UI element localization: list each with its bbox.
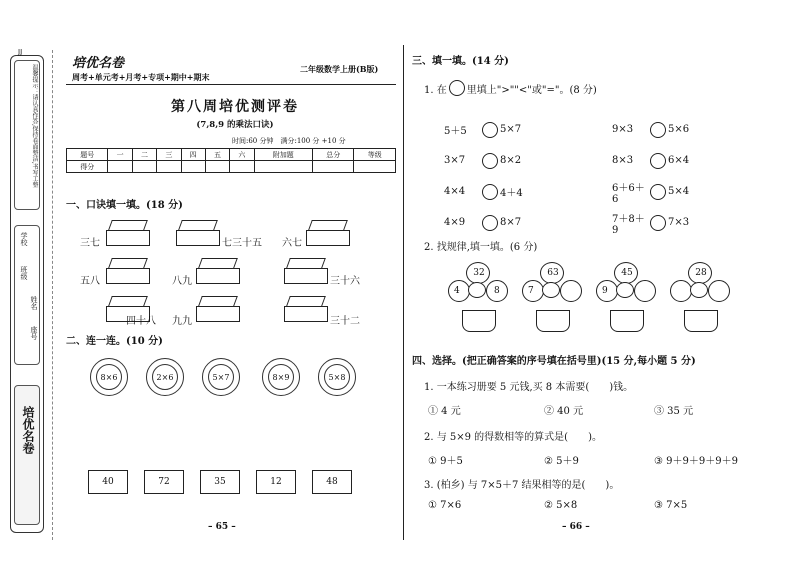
student-info-box [14, 225, 40, 365]
flower-pot [514, 262, 594, 334]
compare-left: 4×4 [444, 186, 466, 197]
compare-left: 4×9 [444, 217, 466, 228]
expression-flower[interactable] [90, 358, 128, 396]
flower-left-number: 9 [602, 286, 608, 296]
section3-title: 三、填一填。(14 分) [412, 56, 509, 67]
cut-line [52, 50, 53, 540]
expression-flower[interactable] [262, 358, 300, 396]
compare-circle[interactable] [482, 153, 498, 169]
score-cell: 二 [132, 149, 156, 161]
notice-box: 温馨提示：请认真作答,保持卷面整洁,书写工整 [14, 60, 40, 210]
compare-circle[interactable] [650, 153, 666, 169]
name-field: 姓名 [30, 296, 38, 310]
flower-top-number: 28 [695, 268, 707, 278]
page-number-right: – 66 – [562, 522, 590, 532]
compare-left: 9×3 [612, 124, 634, 135]
score-value-row [67, 161, 396, 173]
school-field: 学校 [20, 232, 28, 246]
rhyme-house[interactable] [176, 220, 220, 246]
flower-right-number: 8 [494, 286, 500, 296]
answer-board[interactable]: 40 [88, 470, 128, 494]
compare-row [444, 145, 774, 176]
compare-circle[interactable] [650, 215, 666, 231]
q1-title-rest: 里填上">""<"或"="。(8 分) [466, 84, 597, 96]
rhyme-house[interactable] [106, 220, 150, 246]
compare-row [444, 176, 774, 207]
score-cell: 一 [108, 149, 132, 161]
compare-circle[interactable] [482, 184, 498, 200]
choice-option[interactable]: ③ 9＋9＋9＋9＋9 [654, 456, 738, 467]
flower-pot [588, 262, 668, 334]
flower-left-number: 7 [528, 286, 534, 296]
compare-circle[interactable] [482, 215, 498, 231]
exam-types: 周考+单元考+月考+专项+期中+期末 [72, 72, 210, 82]
page-code: JJ [18, 48, 23, 56]
circle-icon [449, 80, 465, 96]
choice-option[interactable]: ② 5×8 [544, 500, 578, 511]
score-input[interactable] [132, 161, 156, 173]
time-info: 时间:60 分钟 满分:100 分 +10 分 [232, 137, 346, 145]
score-cell: 题号 [67, 149, 108, 161]
expression-text: 5×8 [324, 364, 350, 390]
choice-question: 1. 一本练习册要 5 元钱,买 8 本需要( )钱。 [424, 382, 634, 393]
choice-option[interactable]: ① 7×6 [428, 500, 462, 511]
score-table [66, 148, 396, 173]
page-number-left: – 65 – [208, 522, 236, 532]
rhyme-label: 九九 [172, 316, 192, 327]
rhyme-label: 七三十五 [222, 238, 262, 249]
score-input[interactable] [205, 161, 229, 173]
brand-logo: 培优名卷 [72, 56, 125, 71]
rhyme-house[interactable] [106, 258, 150, 284]
compare-circle[interactable] [650, 184, 666, 200]
compare-circle[interactable] [650, 122, 666, 138]
rhyme-label: 四十八 [126, 316, 156, 327]
score-input[interactable] [254, 161, 312, 173]
rhyme-label: 八九 [172, 276, 192, 287]
compare-right: 6×4 [668, 155, 690, 166]
rhyme-label: 三七 [80, 238, 100, 249]
flower-pot [440, 262, 520, 334]
expression-flower[interactable] [202, 358, 240, 396]
score-cell: 附加题 [254, 149, 312, 161]
expression-flower[interactable] [318, 358, 356, 396]
class-field: 班级 [20, 266, 28, 280]
choice-option[interactable]: ③ 7×5 [654, 500, 688, 511]
q1-title-start: 1. 在 [424, 84, 447, 96]
compare-row [444, 207, 774, 238]
score-header-row [67, 149, 396, 161]
compare-right: 4＋4 [500, 188, 523, 199]
expression-flower[interactable] [146, 358, 184, 396]
compare-right: 5×4 [668, 186, 690, 197]
flower-top-number: 45 [621, 268, 633, 278]
choice-option[interactable]: ② 40 元 [544, 406, 584, 417]
expression-text: 2×6 [152, 364, 178, 390]
score-cell: 三 [157, 149, 181, 161]
page-title: 第八周培优测评卷 [171, 99, 299, 115]
compare-row [444, 114, 774, 145]
compare-grid [444, 114, 774, 238]
compare-left: 8×3 [612, 155, 634, 166]
rhyme-house[interactable] [284, 258, 328, 284]
choice-option[interactable]: ① 9＋5 [428, 456, 463, 467]
choice-question: 2. 与 5×9 的得数相等的算式是( )。 [424, 432, 602, 443]
expression-text: 8×6 [96, 364, 122, 390]
rhyme-label: 三十六 [330, 276, 360, 287]
answer-board[interactable]: 72 [144, 470, 184, 494]
q1-title [424, 80, 597, 96]
rhyme-house[interactable] [196, 296, 240, 322]
choice-question: 3. (柏乡) 与 7×5＋7 结果相等的是( )。 [424, 480, 620, 491]
page-divider [403, 45, 404, 540]
compare-circle[interactable] [482, 122, 498, 138]
score-cell: 四 [181, 149, 205, 161]
section2-title: 二、连一连。(10 分) [66, 336, 163, 347]
score-cell: 五 [205, 149, 229, 161]
section1-title: 一、口诀填一填。(18 分) [66, 200, 183, 211]
compare-right: 5×7 [500, 124, 522, 135]
flower-top-number: 63 [547, 268, 559, 278]
answer-board[interactable]: 12 [256, 470, 296, 494]
score-cell: 总分 [313, 149, 354, 161]
answer-board[interactable]: 48 [312, 470, 352, 494]
score-input[interactable] [108, 161, 132, 173]
choice-option[interactable]: ② 5＋9 [544, 456, 579, 467]
score-cell: 等级 [354, 149, 396, 161]
header-rule [66, 84, 396, 85]
rhyme-label: 六七 [282, 238, 302, 249]
section4-title: 四、选择。(把正确答案的序号填在括号里)(15 分,每小题 5 分) [412, 356, 696, 367]
compare-right: 7×3 [668, 217, 690, 228]
score-input[interactable] [181, 161, 205, 173]
expression-text: 8×9 [268, 364, 294, 390]
q2-title: 2. 找规律,填一填。(6 分) [424, 242, 538, 253]
compare-right: 8×7 [500, 217, 522, 228]
score-input[interactable] [354, 161, 396, 173]
seat-field: 座号 [30, 326, 38, 340]
rhyme-label: 五八 [80, 276, 100, 287]
score-cell: 六 [230, 149, 254, 161]
topic: (7,8,9 的乘法口诀) [196, 120, 274, 130]
answer-board[interactable]: 35 [200, 470, 240, 494]
score-input[interactable] [157, 161, 181, 173]
choice-option[interactable]: ① 4 元 [428, 406, 461, 417]
rhyme-label: 三十二 [330, 316, 360, 327]
rhyme-house[interactable] [306, 220, 350, 246]
score-cell: 得分 [67, 161, 108, 173]
compare-left: 5＋5 [444, 126, 467, 137]
flower-pot [662, 262, 742, 334]
compare-left: 6＋6＋6 [612, 182, 645, 205]
strip-logo-text: 培优名卷 [21, 406, 35, 454]
rhyme-house[interactable] [284, 296, 328, 322]
flower-top-number: 32 [473, 268, 485, 278]
choice-option[interactable]: ③ 35 元 [654, 406, 694, 417]
score-input[interactable] [230, 161, 254, 173]
flower-left-number: 4 [454, 286, 460, 296]
book-name: 二年级数学上册(B版) [300, 64, 379, 74]
score-input[interactable] [313, 161, 354, 173]
strip-logo [14, 385, 40, 525]
compare-right: 8×2 [500, 155, 522, 166]
rhyme-house[interactable] [196, 258, 240, 284]
compare-left: 7＋8＋9 [612, 213, 645, 236]
compare-left: 3×7 [444, 155, 466, 166]
expression-text: 5×7 [208, 364, 234, 390]
compare-right: 5×6 [668, 124, 690, 135]
